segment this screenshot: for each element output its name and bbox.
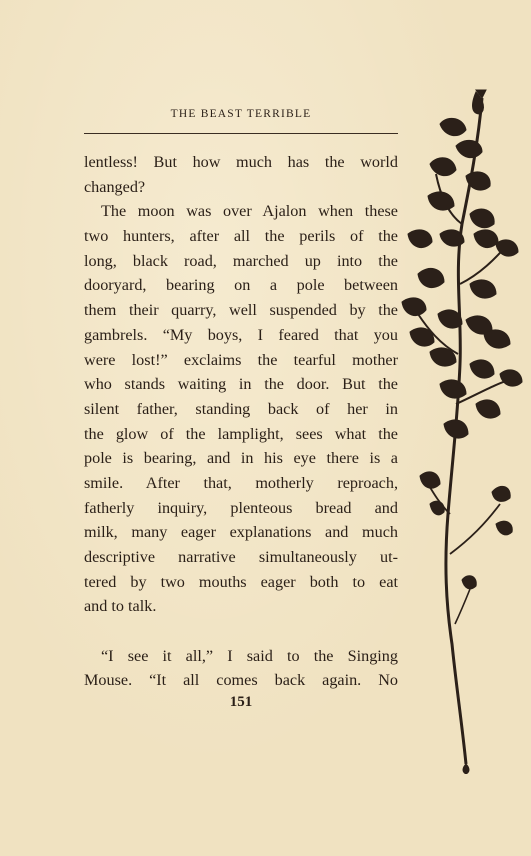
text-line: milk, many eager explanations and much [84, 523, 398, 542]
text-line: pole is bearing, and in his eye there is a [84, 449, 398, 468]
paragraph-gap [84, 619, 398, 644]
body-text [84, 150, 398, 693]
text-line: them their quarry, well suspended by the [84, 301, 398, 320]
text-line: and to talk. [84, 597, 157, 616]
text-line: gambrels. “My boys, I feared that you [84, 325, 398, 344]
page-number: 151 [229, 694, 253, 710]
text-line: Mouse. “It all comes back again. No [84, 671, 398, 690]
text-line: long, black road, marched up into the [84, 251, 398, 270]
text-line: lentless! But how much has the world [84, 153, 398, 171]
text-line: silent father, standing back of her in [84, 399, 398, 418]
text-line: tered by two mouths eager both to eat [84, 572, 398, 591]
text-line: dooryard, bearing on a pole between [84, 276, 398, 295]
header-rule [84, 133, 398, 134]
text-line: smile. After that, motherly reproach, [84, 473, 398, 492]
text-line: The moon was over Ajalon when these [101, 202, 398, 221]
text-line: changed? [84, 177, 146, 196]
text-line: “I see it all,” I said to the Singing [101, 646, 398, 665]
leafy-branch-icon [400, 84, 530, 774]
text-line: fatherly inquiry, plenteous bread and [84, 498, 398, 517]
text-line: the glow of the lamplight, sees what the [84, 424, 398, 443]
text-line: who stands waiting in the door. But the [84, 375, 398, 394]
text-line: were lost!” exclaims the tearful mother [84, 350, 398, 369]
text-line: two hunters, after all the perils of the [84, 227, 398, 246]
running-head: THE BEAST TERRIBLE [170, 108, 312, 120]
text-line: descriptive narrative simultaneously ut- [84, 548, 398, 566]
